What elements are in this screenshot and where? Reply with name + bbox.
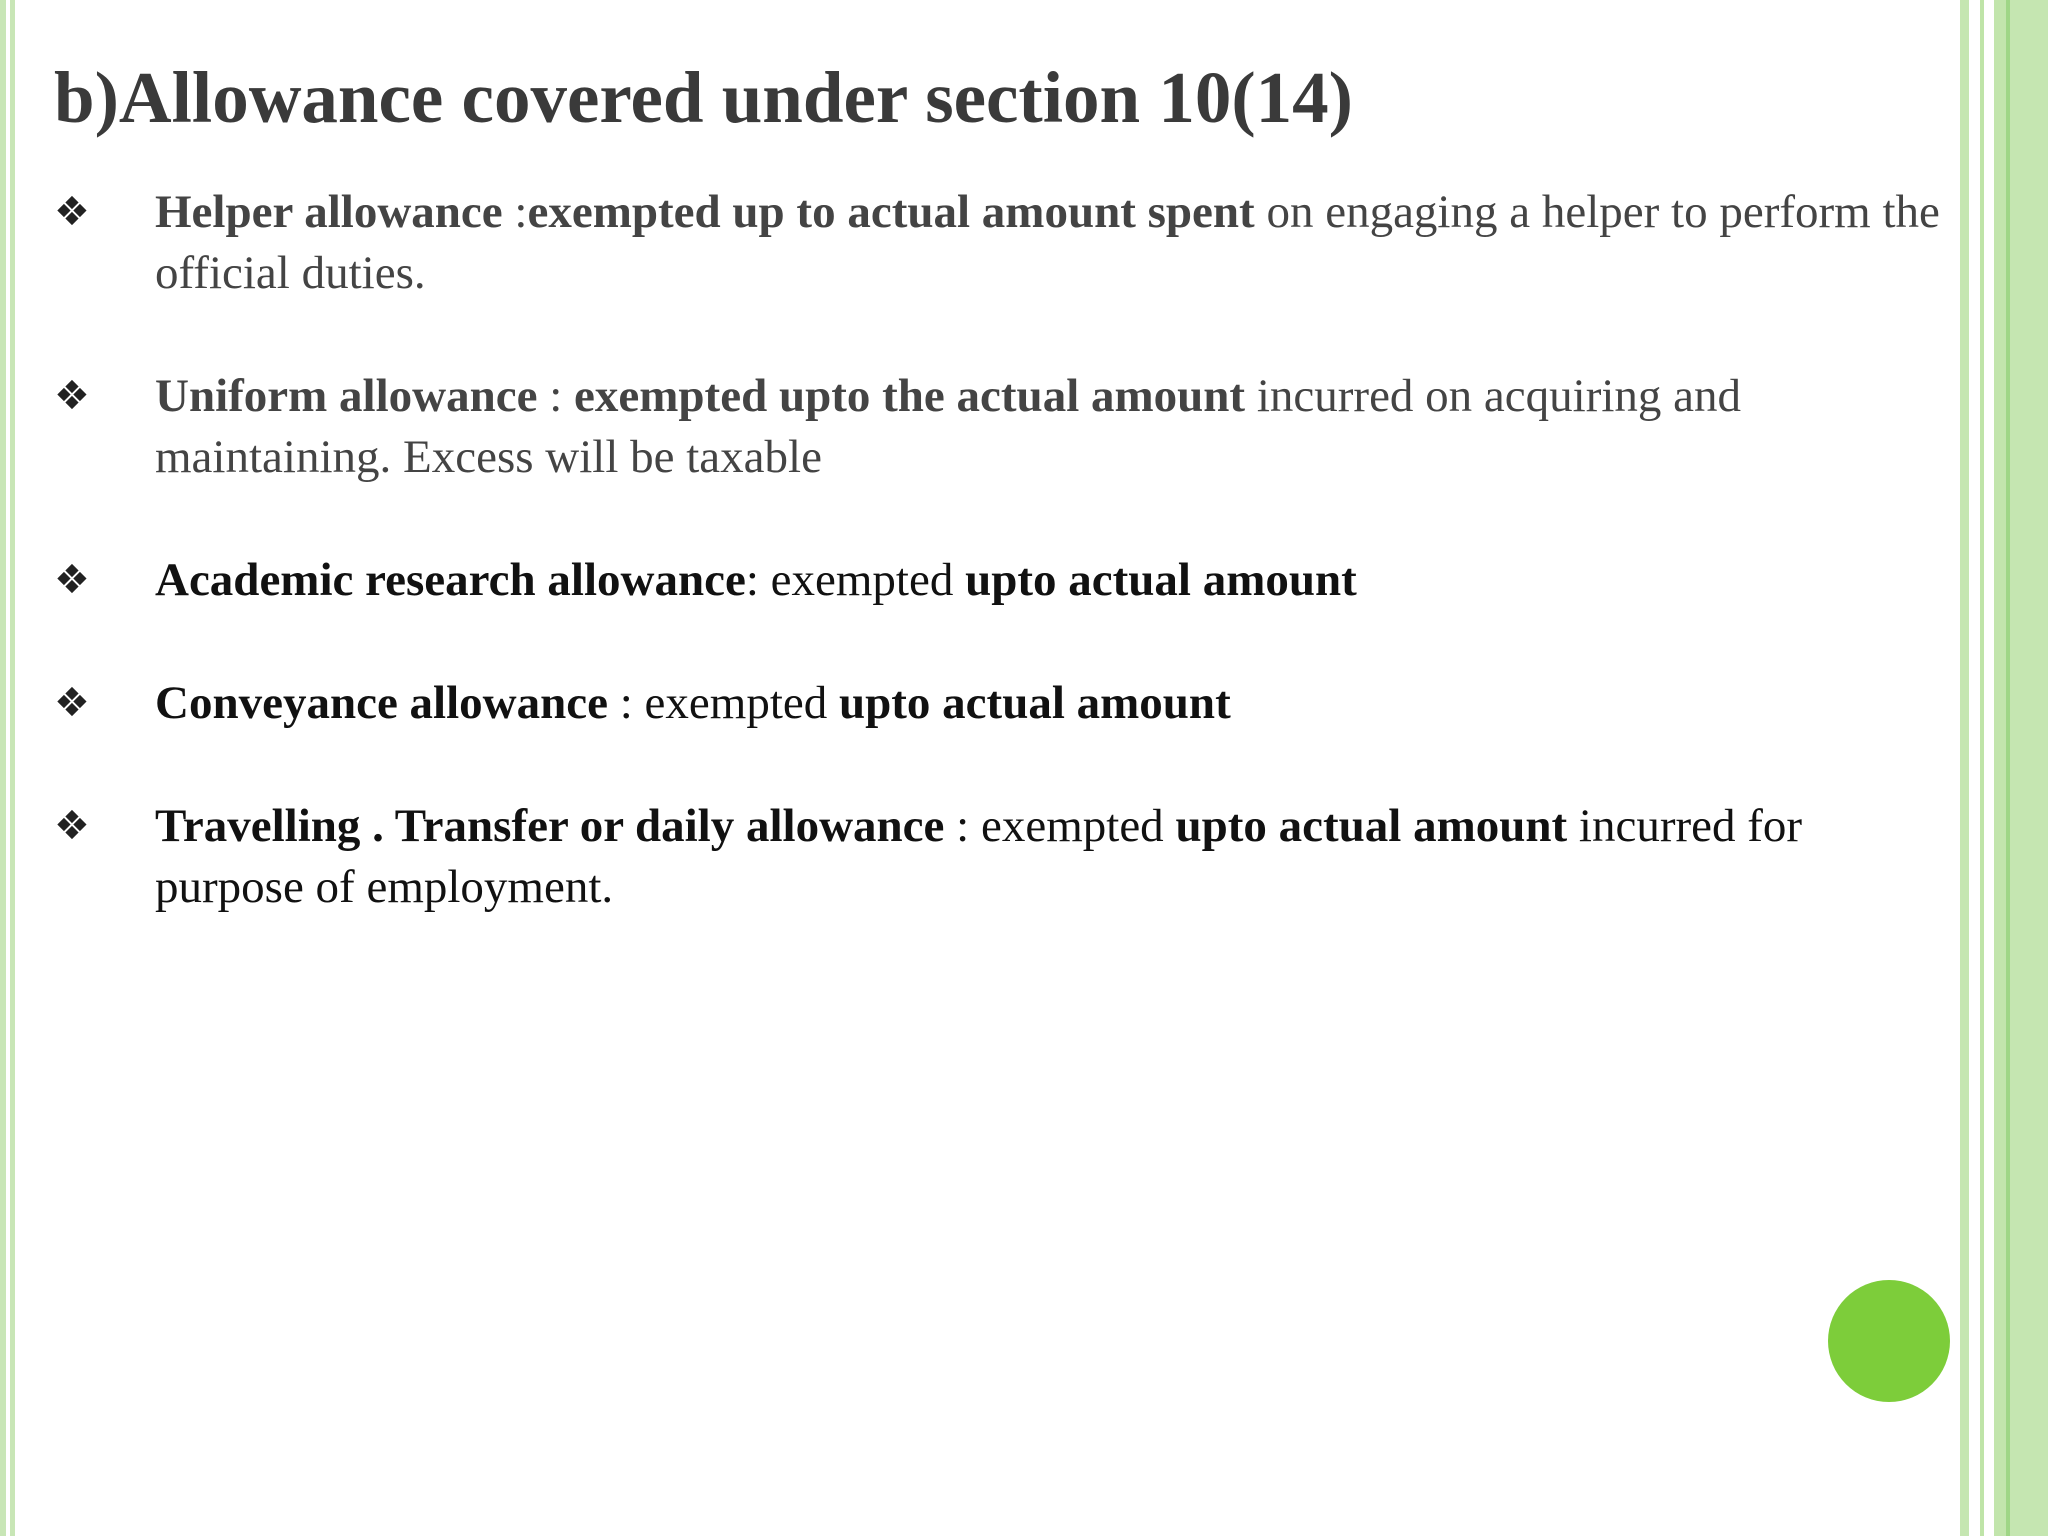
bullet-separator: : exempted xyxy=(745,554,966,606)
right-border-stripe xyxy=(1960,0,1969,1536)
bullet-emphasis: upto actual amount xyxy=(839,677,1231,729)
bullet-helper-allowance xyxy=(54,182,1954,304)
diamond-bullet-icon: ❖ xyxy=(54,557,90,603)
right-border-gap xyxy=(1969,0,1980,1536)
diamond-bullet-icon: ❖ xyxy=(54,373,90,419)
bullet-separator: : exempted xyxy=(944,800,1176,852)
bullet-emphasis: exempted up to actual amount spent xyxy=(527,186,1255,238)
bullet-text: incurred for purpose of employment. xyxy=(155,800,1803,913)
slide-title: b)Allowance covered under section 10(14) xyxy=(54,57,1353,138)
bullet-emphasis: upto actual amount xyxy=(1175,800,1568,852)
bullet-academic-research-allowance xyxy=(54,550,1954,611)
bullet-text: on engaging a helper to perform the official duties. xyxy=(155,186,1940,299)
bullet-emphasis: exempted upto the actual amount xyxy=(574,370,1246,422)
bullet-uniform-allowance xyxy=(54,366,1954,488)
bullet-separator: : xyxy=(514,186,528,238)
bullet-list xyxy=(54,182,1954,918)
right-border-stripe xyxy=(1994,0,2006,1536)
bullet-term: Uniform allowance xyxy=(155,370,538,422)
right-border-gap xyxy=(1984,0,1994,1536)
right-border-band xyxy=(2010,0,2048,1536)
bullet-separator: : xyxy=(537,370,575,422)
bullet-travelling-allowance xyxy=(54,796,1954,918)
green-circle-decoration xyxy=(1828,1280,1950,1402)
left-border-stripe xyxy=(0,0,6,1536)
bullet-emphasis: upto actual amount xyxy=(965,554,1357,606)
bullet-text: incurred on acquiring and maintaining. Excess will be taxable xyxy=(155,370,1742,483)
bullet-term: Travelling . Transfer or daily allowance xyxy=(155,800,945,852)
bullet-conveyance-allowance xyxy=(54,673,1954,734)
left-border-stripe-inner xyxy=(10,0,15,1536)
bullet-term: Conveyance allowance xyxy=(155,677,608,729)
diamond-bullet-icon: ❖ xyxy=(54,680,90,726)
diamond-bullet-icon: ❖ xyxy=(54,803,90,849)
bullet-term: Helper allowance xyxy=(155,186,515,238)
diamond-bullet-icon: ❖ xyxy=(54,189,90,235)
bullet-separator: : exempted xyxy=(607,677,839,729)
bullet-term: Academic research allowance xyxy=(155,554,746,606)
